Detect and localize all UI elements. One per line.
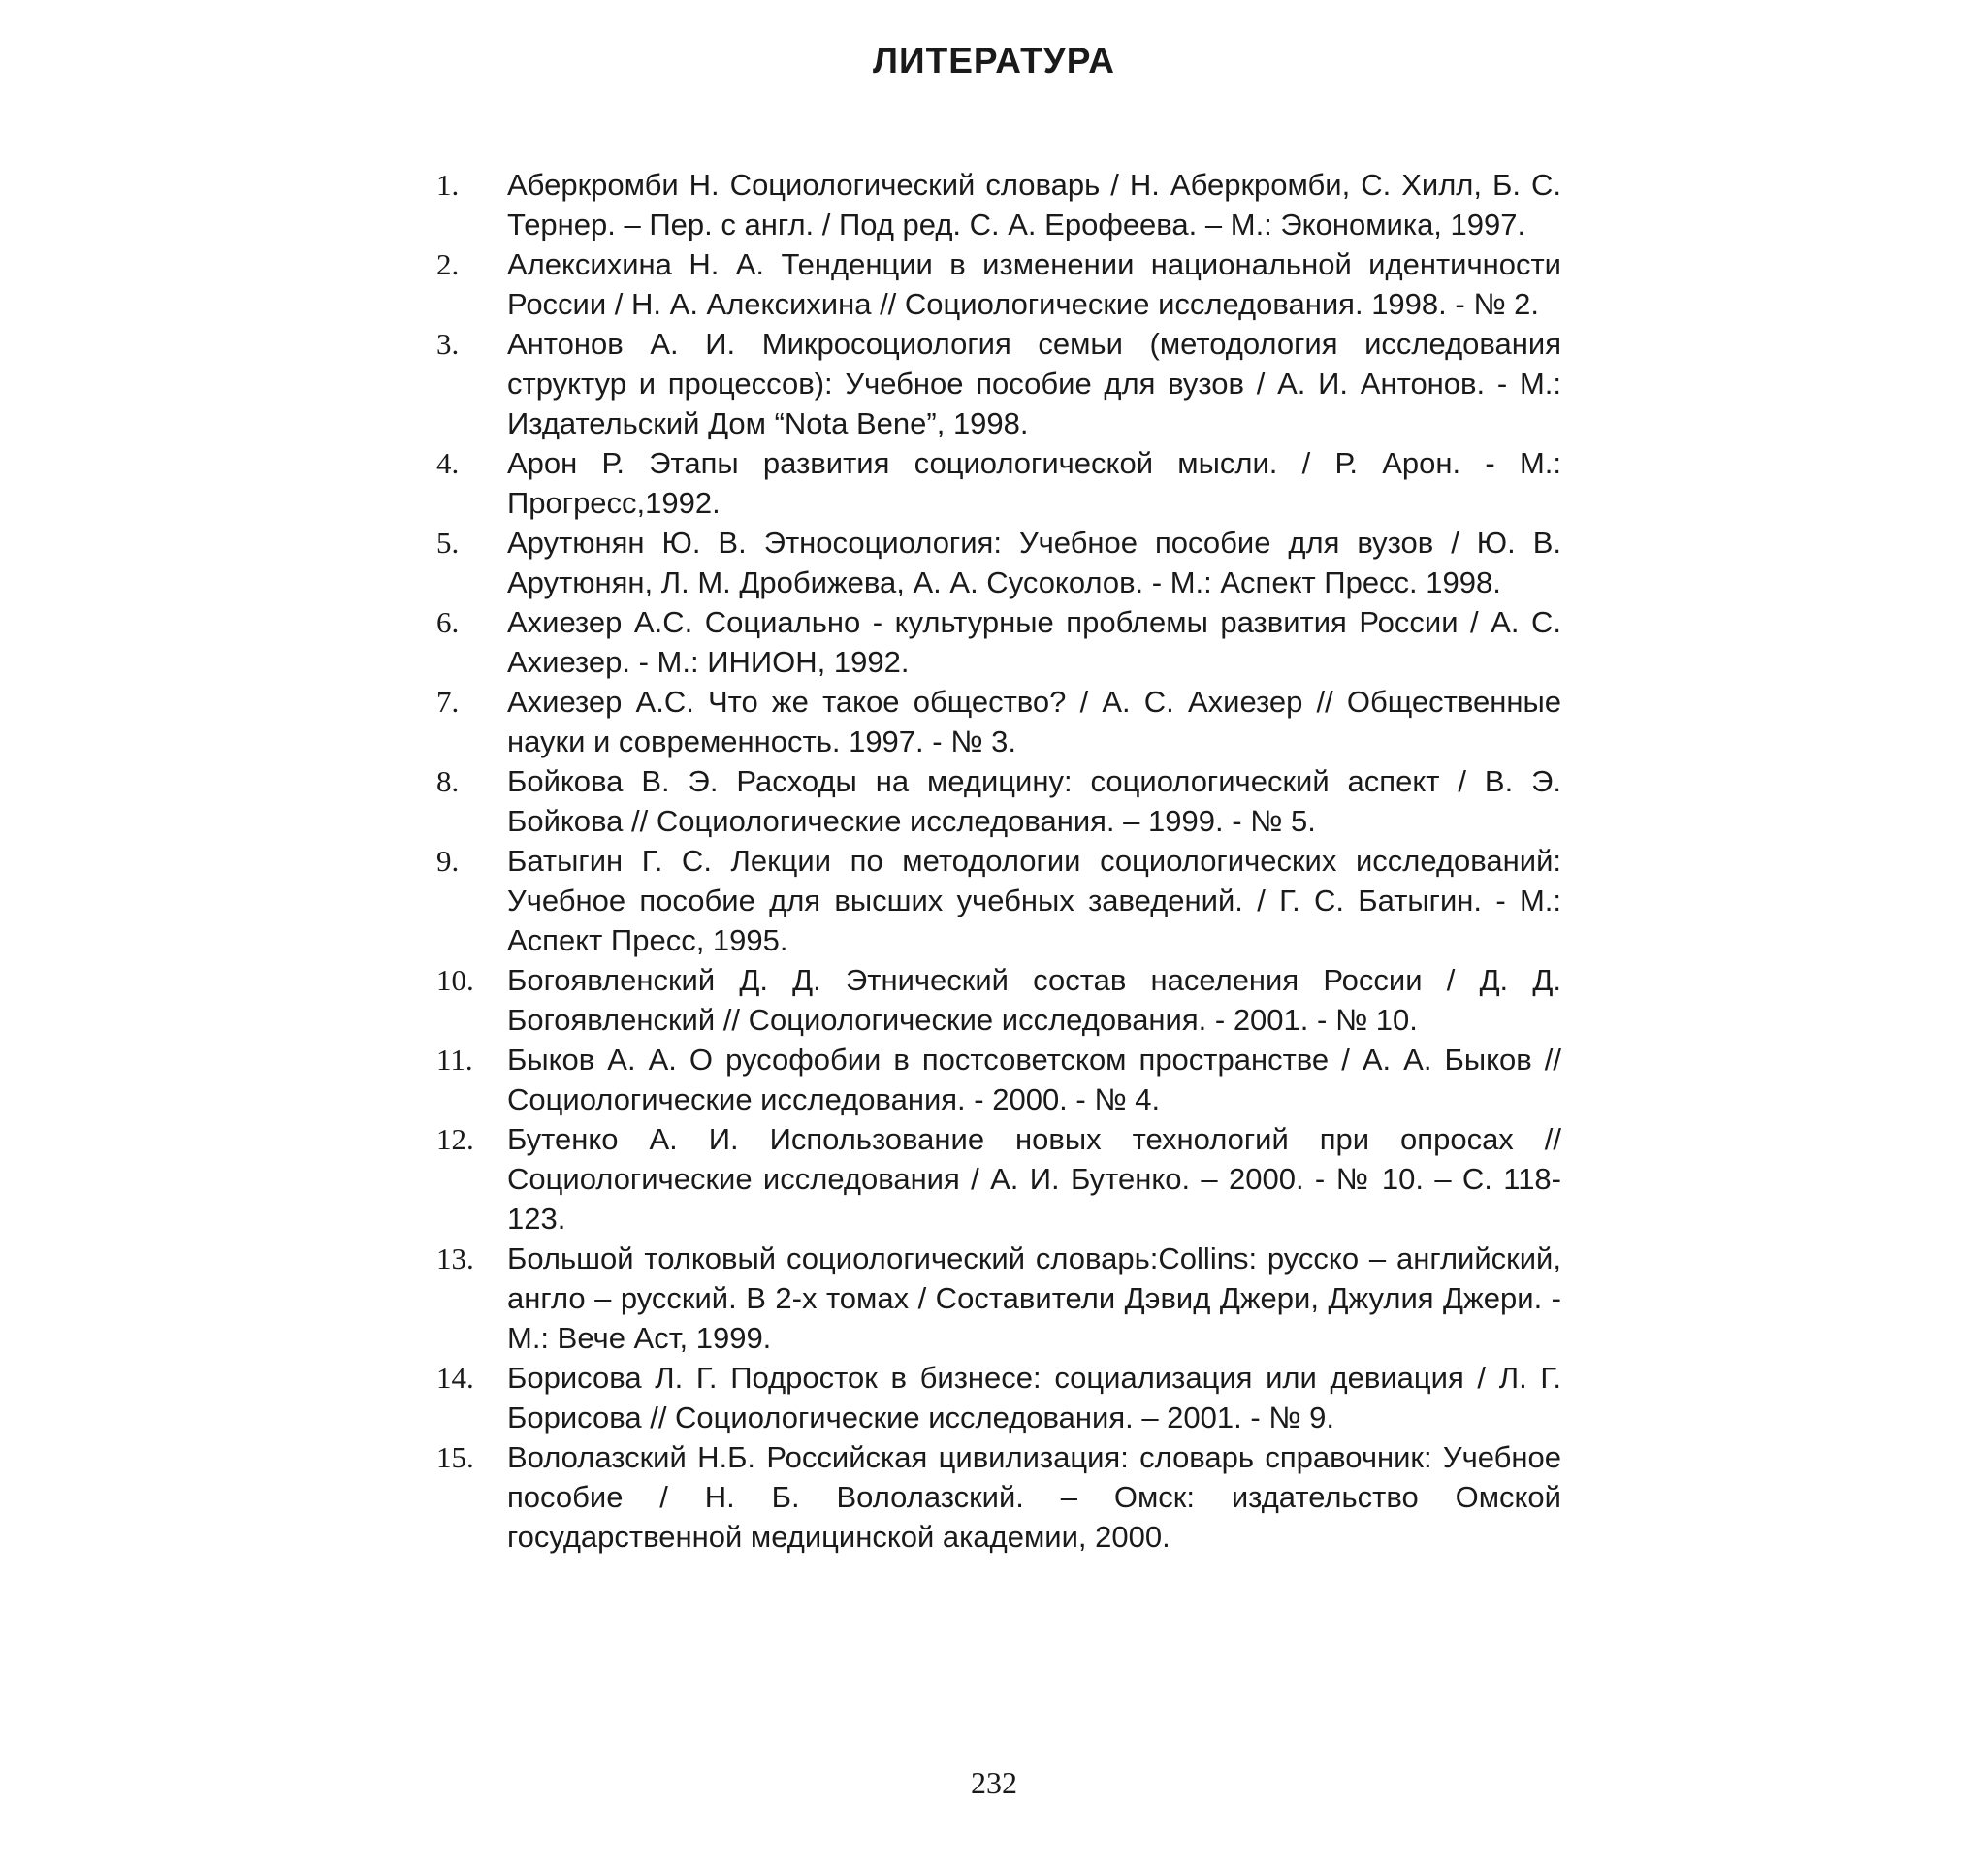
reference-item bbox=[436, 1040, 1561, 1119]
reference-number: 2. bbox=[436, 247, 460, 281]
reference-item bbox=[436, 165, 1561, 244]
reference-text: Батыгин Г. С. Лекции по методологии социологических исследований: Учебное пособие для высших учебных заведений. / Г. С. Батыгин. - М.: Аспект Пресс, 1995. bbox=[507, 844, 1561, 957]
page-title: ЛИТЕРАТУРА bbox=[873, 41, 1115, 80]
reference-item bbox=[436, 443, 1561, 523]
reference-text: Богоявленский Д. Д. Этнический состав населения России / Д. Д. Богоявленский // Социологические исследования. - 2001. - № 10. bbox=[507, 963, 1561, 1037]
reference-text: Бойкова В. Э. Расходы на медицину: социологический аспект / В. Э. Бойкова // Социологические исследования. – 1999. - № 5. bbox=[507, 764, 1561, 838]
reference-number: 11. bbox=[436, 1043, 473, 1077]
reference-number: 8. bbox=[436, 764, 460, 798]
reference-item bbox=[436, 1358, 1561, 1437]
reference-number: 5. bbox=[436, 526, 460, 560]
reference-text: Ахиезер А.С. Что же такое общество? / А. С. Ахиезер // Общественные науки и современность. 1997. - № 3. bbox=[507, 685, 1561, 758]
reference-number: 6. bbox=[436, 605, 460, 639]
reference-number: 1. bbox=[436, 168, 460, 202]
reference-item bbox=[436, 682, 1561, 761]
reference-text: Аберкромби Н. Социологический словарь / Н. Аберкромби, С. Хилл, Б. С. Тернер. – Пер. с англ. / Под ред. С. А. Ерофеева. – М.: Экономика, 1997. bbox=[507, 168, 1561, 241]
reference-item bbox=[436, 244, 1561, 324]
reference-number: 4. bbox=[436, 446, 460, 480]
reference-item bbox=[436, 761, 1561, 841]
reference-number: 14. bbox=[436, 1361, 474, 1395]
reference-number: 7. bbox=[436, 685, 460, 719]
reference-text: Быков А. А. О русофобии в постсоветском пространстве / А. А. Быков // Социологические исследования. - 2000. - № 4. bbox=[507, 1043, 1561, 1116]
reference-text: Вололазский Н.Б. Российская цивилизация: словарь справочник: Учебное пособие / Н. Б. Вололазский. – Омск: издательство Омской государственной медицинской академии, 2000. bbox=[507, 1440, 1561, 1554]
reference-item bbox=[436, 324, 1561, 443]
reference-text: Большой толковый социологический словарь:Collins: русско – английский, англо – русский. В 2-х томах / Составители Дэвид Джери, Джулия Джери. - М.: Вече Аст, 1999. bbox=[507, 1241, 1561, 1355]
reference-text: Арутюнян Ю. В. Этносоциология: Учебное пособие для вузов / Ю. В. Арутюнян, Л. М. Дробижева, А. А. Сусоколов. - М.: Аспект Пресс. 1998. bbox=[507, 526, 1561, 599]
reference-number: 9. bbox=[436, 844, 460, 878]
reference-text: Ахиезер А.С. Социально - культурные проблемы развития России / А. С. Ахиезер. - М.: ИНИОН, 1992. bbox=[507, 605, 1561, 679]
page-number: 232 bbox=[971, 1765, 1017, 1800]
reference-number: 10. bbox=[436, 963, 474, 997]
reference-number: 12. bbox=[436, 1122, 474, 1156]
reference-number: 13. bbox=[436, 1241, 474, 1275]
reference-item bbox=[436, 1239, 1561, 1358]
reference-item bbox=[436, 841, 1561, 960]
reference-text: Борисова Л. Г. Подросток в бизнесе: социализация или девиация / Л. Г. Борисова // Социологические исследования. – 2001. - № 9. bbox=[507, 1361, 1561, 1434]
reference-number: 3. bbox=[436, 327, 460, 361]
reference-text: Антонов А. И. Микросоциология семьи (методология исследования структур и процессов): Учебное пособие для вузов / А. И. Антонов. - М.: Издательский Дом “Nota Bene”, 1998. bbox=[507, 327, 1561, 440]
reference-item bbox=[436, 602, 1561, 682]
reference-item bbox=[436, 523, 1561, 602]
reference-item bbox=[436, 960, 1561, 1040]
reference-text: Арон Р. Этапы развития социологической мысли. / Р. Арон. - М.: Прогресс,1992. bbox=[507, 446, 1561, 520]
reference-list bbox=[436, 165, 1561, 1557]
reference-item bbox=[436, 1119, 1561, 1239]
reference-number: 15. bbox=[436, 1440, 474, 1474]
reference-text: Алексихина Н. А. Тенденции в изменении национальной идентичности России / Н. А. Алексихина // Социологические исследования. 1998. - № 2. bbox=[507, 247, 1561, 321]
reference-text: Бутенко А. И. Использование новых технологий при опросах // Социологические исследования / А. И. Бутенко. – 2000. - № 10. – С. 118-123. bbox=[507, 1122, 1561, 1236]
reference-item bbox=[436, 1437, 1561, 1557]
